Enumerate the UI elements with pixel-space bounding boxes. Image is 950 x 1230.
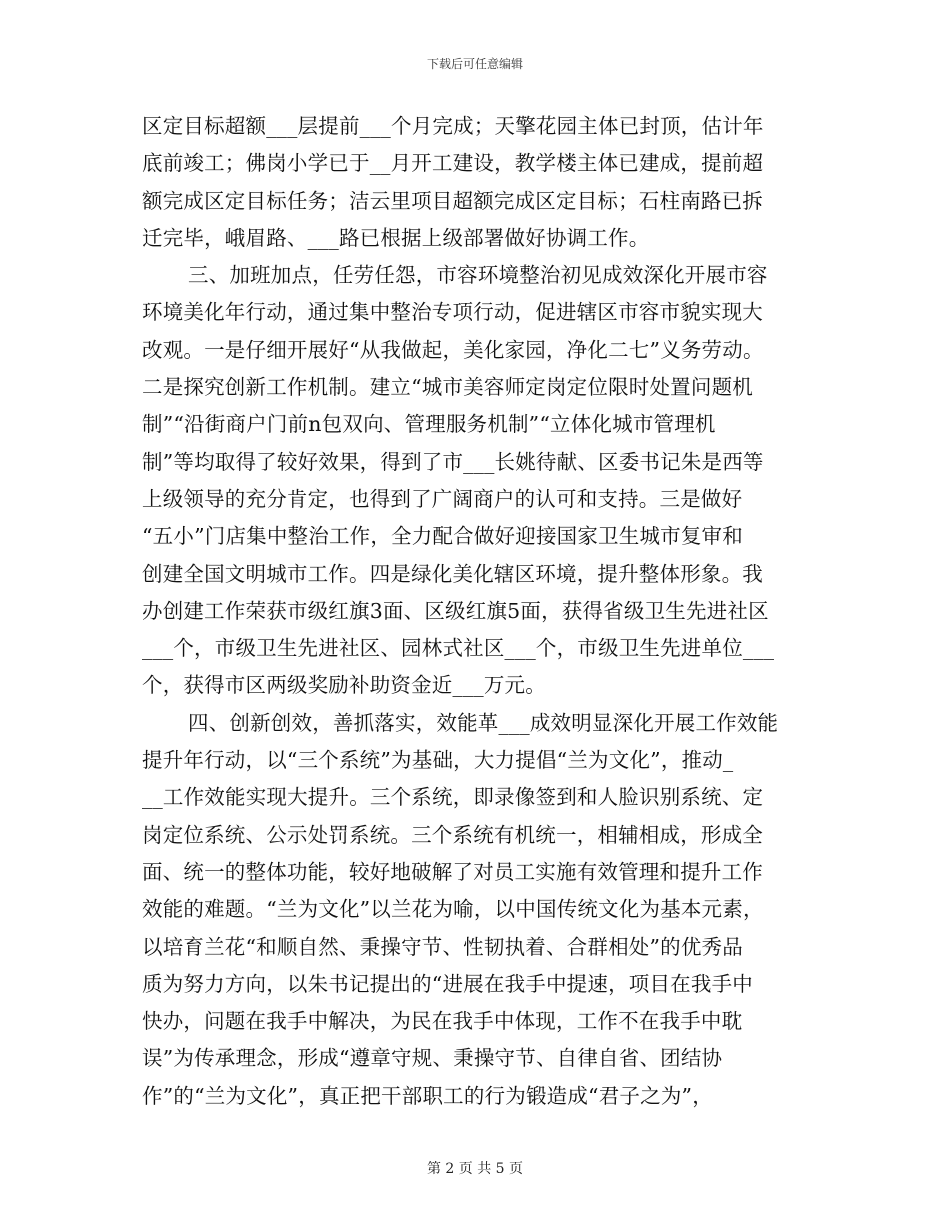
text-line: 个，获得市区两级奖励补助资金近___万元。	[142, 673, 546, 698]
text-line: 环境美化年行动，通过集中整治专项行动，促进辖区市容市貌实现大	[142, 300, 763, 325]
text-line: 办创建工作荣获市级红旗3面、区级红旗5面，获得省级卫生先进社区	[142, 598, 769, 623]
text-line: 制”“沿街商户门前n包双向、管理服务机制”“立体化城市管理机	[142, 412, 716, 437]
text-line: 质为努力方向，以朱书记提出的“进展在我手中提速，项目在我手中	[142, 971, 753, 996]
paragraph-start-line: 四、创新创效，善抓落实，效能革___成效明显深化开展工作效能	[188, 710, 779, 735]
text-line: 迁完毕，峨眉路、___路已根据上级部署做好协调工作。	[142, 225, 650, 250]
text-line: 上级领导的充分肯定，也得到了广阔商户的认可和支持。三是做好	[142, 486, 743, 511]
paragraph-start-line: 三、加班加点，任劳任怨，市容环境整治初见成效深化开展市容	[188, 263, 768, 288]
text-line: 作”的“兰为文化”，真正把干部职工的行为锻造成“君子之为”，	[142, 1083, 713, 1108]
text-line: 制”等均取得了较好效果，得到了市___长姚待献、区委书记朱是西等	[142, 449, 764, 474]
text-line: 改观。一是仔细开展好“从我做起，美化家园，净化二七”义务劳动。	[142, 337, 764, 362]
text-line: “五小”门店集中整治工作，全力配合做好迎接国家卫生城市复审和	[142, 524, 743, 549]
text-line: __工作效能实现大提升。三个系统，即录像签到和人脸识别系统、定	[142, 785, 764, 810]
page-number: 第 2 页 共 5 页	[426, 1161, 524, 1177]
text-line: 创建全国文明城市工作。四是绿化美化辖区环境，提升整体形象。我	[142, 561, 763, 586]
text-line: 底前竣工；佛岗小学已于__月开工建设，教学楼主体已建成，提前超	[142, 151, 764, 176]
text-line: 面、统一的整体功能，较好地破解了对员工实施有效管理和提升工作	[142, 859, 763, 884]
text-line: 误”为传承理念，形成“遵章守规、秉操守节、自律自省、团结协	[142, 1046, 723, 1071]
text-line: 区定目标超额___层提前___个月完成；天擎花园主体已封顶，估计年	[142, 114, 764, 138]
text-line: 提升年行动，以“三个系统”为基础，大力提倡“兰为文化”，推动_	[142, 748, 734, 773]
text-line: 快办，问题在我手中解决，为民在我手中体现，工作不在我手中耽	[142, 1009, 743, 1034]
text-line: ___个，市级卫生先进社区、园林式社区___个，市级卫生先进单位___	[142, 636, 775, 661]
page-header-note: 下载后可任意编辑	[426, 57, 523, 71]
text-line: 岗定位系统、公示处罚系统。三个系统有机统一，相辅相成，形成全	[142, 822, 763, 847]
text-line: 效能的难题。“兰为文化”以兰花为喻，以中国传统文化为基本元素，	[142, 897, 764, 922]
text-line: 以培育兰花“和顺自然、秉操守节、性韧执着、合群相处”的优秀品	[142, 934, 743, 959]
text-line: 二是探究创新工作机制。建立“城市美容师定岗定位限时处置问题机	[142, 375, 753, 400]
document-body	[142, 108, 812, 1115]
text-line: 额完成区定目标任务；洁云里项目超额完成区定目标；石柱南路已拆	[142, 188, 763, 213]
